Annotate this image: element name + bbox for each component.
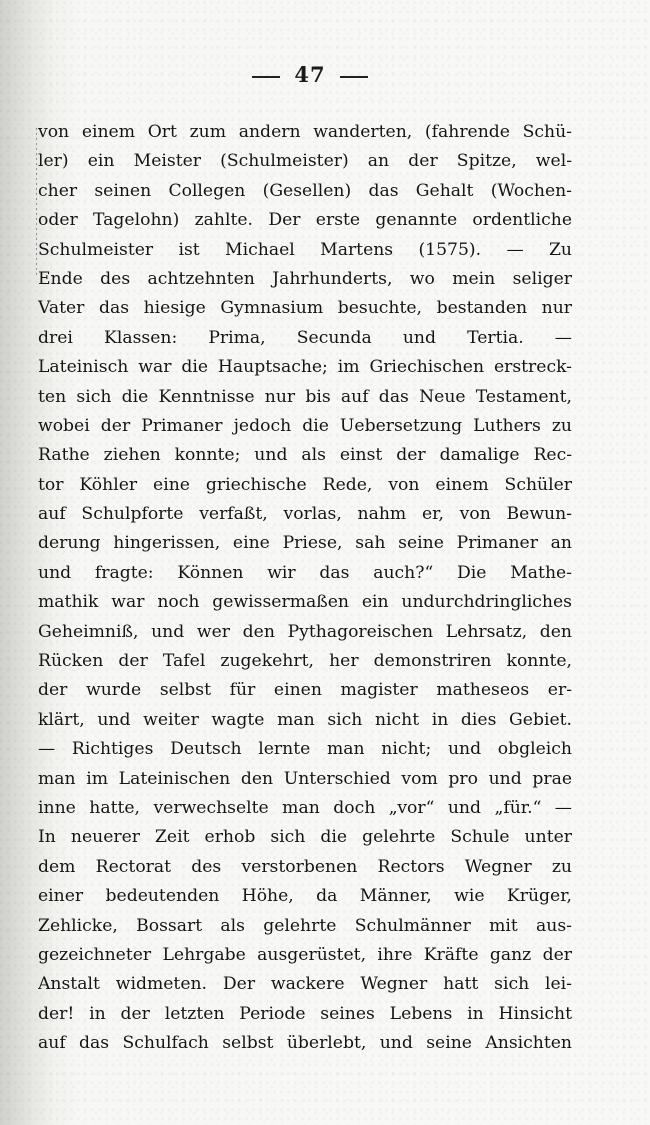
text-line: tor Köhler eine griechische Rede, von einem Schüler bbox=[38, 474, 572, 495]
margin-line bbox=[36, 128, 37, 278]
text-line: wobei der Primaner jedoch die Uebersetzung Luthers zu bbox=[38, 415, 572, 436]
text-line: Lateinisch war die Hauptsache; im Griechischen erstreck- bbox=[38, 357, 572, 378]
text-line: einer bedeutenden Höhe, da Männer, wie Krüger, bbox=[38, 886, 572, 907]
text-line: In neuerer Zeit erhob sich die gelehrte Schule unter bbox=[38, 827, 572, 848]
page-number-text: 47 bbox=[294, 62, 326, 87]
text-line: Zehlicke, Bossart als gelehrte Schulmänner mit aus- bbox=[38, 915, 572, 936]
text-line: dem Rectorat des verstorbenen Rectors Wegner zu bbox=[38, 856, 572, 877]
text-line: ler) ein Meister (Schulmeister) an der Spitze, wel- bbox=[38, 151, 572, 172]
text-line: inne hatte, verwechselte man doch „vor“ und „für.“ — bbox=[38, 797, 572, 818]
text-line: cher seinen Collegen (Gesellen) das Gehalt (Wochen- bbox=[38, 180, 572, 201]
text-line: gezeichneter Lehrgabe ausgerüstet, ihre Kräfte ganz der bbox=[38, 944, 572, 965]
text-line: Vater das hiesige Gymnasium besuchte, bestanden nur bbox=[38, 298, 572, 319]
text-line: Geheimniß, und wer den Pythagoreischen Lehrsatz, den bbox=[38, 621, 572, 642]
text-line: der! in der letzten Periode seines Lebens in Hinsicht bbox=[38, 1003, 572, 1024]
text-line: oder Tagelohn) zahlte. Der erste genannte ordentliche bbox=[38, 210, 572, 231]
text-line: Anstalt widmeten. Der wackere Wegner hatt sich lei- bbox=[38, 974, 572, 995]
text-line: mathik war noch gewissermaßen ein undurchdringliches bbox=[38, 592, 572, 613]
text-line: und fragte: Können wir das auch?“ Die Mathe- bbox=[38, 562, 572, 583]
text-line: von einem Ort zum andern wanderten, (fahrende Schü- bbox=[38, 122, 572, 142]
text-line: — Richtiges Deutsch lernte man nicht; und obgleich bbox=[38, 739, 572, 760]
text-line: drei Klassen: Prima, Secunda und Tertia. — bbox=[38, 327, 572, 348]
page-number bbox=[0, 62, 620, 87]
dash-right bbox=[340, 76, 368, 78]
text-line: Ende des achtzehnten Jahrhunderts, wo mein seliger bbox=[38, 268, 572, 289]
dash-left bbox=[252, 76, 280, 78]
body-text bbox=[38, 118, 572, 1059]
text-line: Rücken der Tafel zugekehrt, her demonstriren konnte, bbox=[38, 651, 572, 672]
text-line: Schulmeister ist Michael Martens (1575). — Zu bbox=[38, 239, 572, 260]
text-line: der wurde selbst für einen magister matheseos er- bbox=[38, 680, 572, 701]
text-line: man im Lateinischen den Unterschied vom pro und prae bbox=[38, 768, 572, 789]
text-line: auf Schulpforte verfaßt, vorlas, nahm er, von Bewun- bbox=[38, 504, 572, 525]
text-line: auf das Schulfach selbst überlebt, und seine Ansichten bbox=[38, 1033, 572, 1054]
text-line: Rathe ziehen konnte; und als einst der damalige Rec- bbox=[38, 445, 572, 466]
text-line: ten sich die Kenntnisse nur bis auf das Neue Testament, bbox=[38, 386, 572, 407]
text-line: klärt, und weiter wagte man sich nicht in dies Gebiet. bbox=[38, 709, 572, 730]
text-line: derung hingerissen, eine Priese, sah seine Primaner an bbox=[38, 533, 572, 554]
